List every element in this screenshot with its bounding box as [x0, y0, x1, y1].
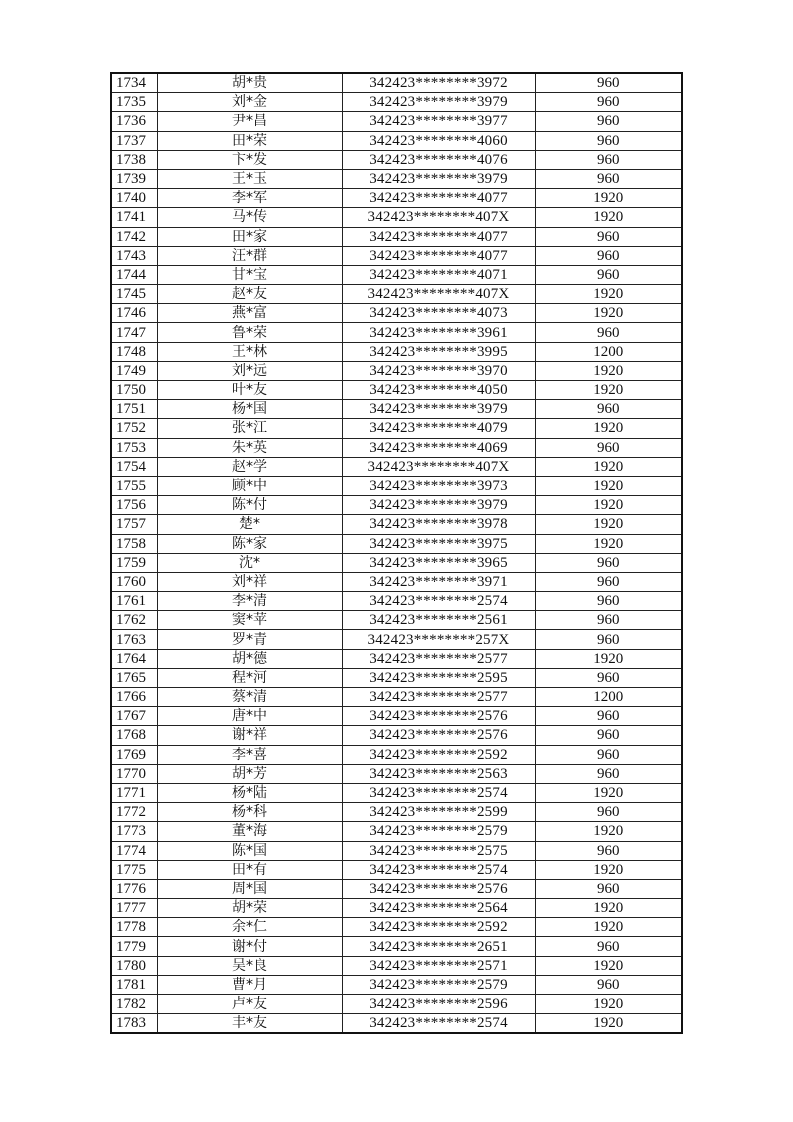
name-cell: 董*海 [157, 822, 342, 841]
table-row [111, 764, 682, 783]
row-number-cell: 1741 [111, 208, 157, 227]
table-row [111, 745, 682, 764]
table-body [111, 73, 682, 1033]
amount-cell: 1920 [535, 285, 682, 304]
name-cell: 蔡*清 [157, 688, 342, 707]
row-number-cell: 1756 [111, 496, 157, 515]
table-row [111, 169, 682, 188]
row-number-cell: 1739 [111, 169, 157, 188]
table-row [111, 73, 682, 93]
id-number-cell: 342423********4077 [342, 246, 535, 265]
id-number-cell: 342423********2561 [342, 611, 535, 630]
amount-cell: 960 [535, 572, 682, 591]
name-cell: 曹*月 [157, 975, 342, 994]
table-row [111, 400, 682, 419]
amount-cell: 1920 [535, 381, 682, 400]
table-row [111, 995, 682, 1014]
amount-cell: 960 [535, 707, 682, 726]
amount-cell: 960 [535, 726, 682, 745]
row-number-cell: 1771 [111, 783, 157, 802]
table-row [111, 841, 682, 860]
name-cell: 卢*友 [157, 995, 342, 1014]
amount-cell: 960 [535, 592, 682, 611]
amount-cell: 960 [535, 879, 682, 898]
id-number-cell: 342423********2592 [342, 745, 535, 764]
name-cell: 刘*祥 [157, 572, 342, 591]
table-row [111, 342, 682, 361]
row-number-cell: 1764 [111, 649, 157, 668]
name-cell: 田*家 [157, 227, 342, 246]
id-number-cell: 342423********407X [342, 208, 535, 227]
row-number-cell: 1745 [111, 285, 157, 304]
amount-cell: 1920 [535, 649, 682, 668]
id-number-cell: 342423********3965 [342, 553, 535, 572]
id-number-cell: 342423********3978 [342, 515, 535, 534]
amount-cell: 960 [535, 112, 682, 131]
name-cell: 杨*国 [157, 400, 342, 419]
name-cell: 叶*友 [157, 381, 342, 400]
name-cell: 杨*科 [157, 803, 342, 822]
row-number-cell: 1768 [111, 726, 157, 745]
amount-cell: 960 [535, 630, 682, 649]
row-number-cell: 1761 [111, 592, 157, 611]
name-cell: 陈*家 [157, 534, 342, 553]
table-row [111, 457, 682, 476]
id-number-cell: 342423********2574 [342, 1014, 535, 1034]
id-number-cell: 342423********2595 [342, 668, 535, 687]
table-row [111, 381, 682, 400]
row-number-cell: 1781 [111, 975, 157, 994]
id-number-cell: 342423********2564 [342, 899, 535, 918]
amount-cell: 1920 [535, 189, 682, 208]
amount-cell: 1920 [535, 995, 682, 1014]
row-number-cell: 1778 [111, 918, 157, 937]
name-cell: 谢*祥 [157, 726, 342, 745]
table-row [111, 611, 682, 630]
name-cell: 田*有 [157, 860, 342, 879]
amount-cell: 1920 [535, 534, 682, 553]
amount-cell: 1920 [535, 822, 682, 841]
name-cell: 甘*宝 [157, 265, 342, 284]
row-number-cell: 1740 [111, 189, 157, 208]
amount-cell: 960 [535, 227, 682, 246]
table-row [111, 265, 682, 284]
name-cell: 燕*富 [157, 304, 342, 323]
table-row [111, 515, 682, 534]
name-cell: 吴*良 [157, 956, 342, 975]
name-cell: 卞*发 [157, 150, 342, 169]
row-number-cell: 1750 [111, 381, 157, 400]
id-number-cell: 342423********407X [342, 457, 535, 476]
table-row [111, 304, 682, 323]
table-row [111, 93, 682, 112]
id-number-cell: 342423********4071 [342, 265, 535, 284]
row-number-cell: 1763 [111, 630, 157, 649]
name-cell: 罗*青 [157, 630, 342, 649]
amount-cell: 1920 [535, 304, 682, 323]
id-number-cell: 342423********2596 [342, 995, 535, 1014]
id-number-cell: 342423********4050 [342, 381, 535, 400]
id-number-cell: 342423********4060 [342, 131, 535, 150]
name-cell: 赵*学 [157, 457, 342, 476]
id-number-cell: 342423********4073 [342, 304, 535, 323]
row-number-cell: 1753 [111, 438, 157, 457]
row-number-cell: 1772 [111, 803, 157, 822]
row-number-cell: 1734 [111, 73, 157, 93]
row-number-cell: 1755 [111, 476, 157, 495]
table-row [111, 572, 682, 591]
id-number-cell: 342423********2563 [342, 764, 535, 783]
row-number-cell: 1758 [111, 534, 157, 553]
amount-cell: 960 [535, 803, 682, 822]
table-row [111, 879, 682, 898]
table-row [111, 476, 682, 495]
id-number-cell: 342423********4077 [342, 227, 535, 246]
table-row [111, 688, 682, 707]
id-number-cell: 342423********3973 [342, 476, 535, 495]
table-row [111, 227, 682, 246]
name-cell: 李*军 [157, 189, 342, 208]
id-number-cell: 342423********3971 [342, 572, 535, 591]
amount-cell: 1920 [535, 361, 682, 380]
table-row [111, 975, 682, 994]
id-number-cell: 342423********3979 [342, 169, 535, 188]
name-cell: 唐*中 [157, 707, 342, 726]
row-number-cell: 1760 [111, 572, 157, 591]
amount-cell: 1920 [535, 956, 682, 975]
table-row [111, 553, 682, 572]
id-number-cell: 342423********3995 [342, 342, 535, 361]
amount-cell: 960 [535, 73, 682, 93]
amount-cell: 960 [535, 745, 682, 764]
id-number-cell: 342423********407X [342, 285, 535, 304]
id-number-cell: 342423********4069 [342, 438, 535, 457]
row-number-cell: 1757 [111, 515, 157, 534]
name-cell: 谢*付 [157, 937, 342, 956]
amount-cell: 960 [535, 150, 682, 169]
id-number-cell: 342423********3972 [342, 73, 535, 93]
id-number-cell: 342423********2574 [342, 860, 535, 879]
row-number-cell: 1782 [111, 995, 157, 1014]
table-row [111, 496, 682, 515]
amount-cell: 1920 [535, 419, 682, 438]
table-row [111, 630, 682, 649]
table-row [111, 438, 682, 457]
row-number-cell: 1738 [111, 150, 157, 169]
table-row [111, 131, 682, 150]
id-number-cell: 342423********2576 [342, 707, 535, 726]
amount-cell: 960 [535, 93, 682, 112]
id-number-cell: 342423********2574 [342, 592, 535, 611]
table-row [111, 937, 682, 956]
name-cell: 刘*金 [157, 93, 342, 112]
table-row [111, 361, 682, 380]
row-number-cell: 1752 [111, 419, 157, 438]
table-row [111, 899, 682, 918]
name-cell: 田*荣 [157, 131, 342, 150]
amount-cell: 1920 [535, 515, 682, 534]
data-table [110, 72, 683, 1034]
name-cell: 王*林 [157, 342, 342, 361]
name-cell: 胡*贵 [157, 73, 342, 93]
name-cell: 杨*陆 [157, 783, 342, 802]
amount-cell: 1920 [535, 899, 682, 918]
name-cell: 胡*芳 [157, 764, 342, 783]
name-cell: 鲁*荣 [157, 323, 342, 342]
name-cell: 余*仁 [157, 918, 342, 937]
id-number-cell: 342423********2576 [342, 726, 535, 745]
row-number-cell: 1766 [111, 688, 157, 707]
id-number-cell: 342423********3975 [342, 534, 535, 553]
row-number-cell: 1774 [111, 841, 157, 860]
id-number-cell: 342423********4077 [342, 189, 535, 208]
id-number-cell: 342423********2577 [342, 688, 535, 707]
name-cell: 尹*昌 [157, 112, 342, 131]
amount-cell: 960 [535, 131, 682, 150]
amount-cell: 1920 [535, 476, 682, 495]
id-number-cell: 342423********3979 [342, 400, 535, 419]
name-cell: 陈*国 [157, 841, 342, 860]
name-cell: 赵*友 [157, 285, 342, 304]
table-row [111, 956, 682, 975]
amount-cell: 960 [535, 975, 682, 994]
id-number-cell: 342423********3961 [342, 323, 535, 342]
amount-cell: 1920 [535, 496, 682, 515]
id-number-cell: 342423********4079 [342, 419, 535, 438]
table-row [111, 918, 682, 937]
id-number-cell: 342423********3970 [342, 361, 535, 380]
name-cell: 王*玉 [157, 169, 342, 188]
amount-cell: 960 [535, 265, 682, 284]
name-cell: 李*清 [157, 592, 342, 611]
row-number-cell: 1744 [111, 265, 157, 284]
table-row [111, 803, 682, 822]
table-row [111, 860, 682, 879]
amount-cell: 960 [535, 400, 682, 419]
name-cell: 刘*远 [157, 361, 342, 380]
row-number-cell: 1779 [111, 937, 157, 956]
row-number-cell: 1762 [111, 611, 157, 630]
amount-cell: 960 [535, 764, 682, 783]
row-number-cell: 1751 [111, 400, 157, 419]
row-number-cell: 1736 [111, 112, 157, 131]
row-number-cell: 1749 [111, 361, 157, 380]
id-number-cell: 342423********2579 [342, 822, 535, 841]
row-number-cell: 1770 [111, 764, 157, 783]
amount-cell: 960 [535, 323, 682, 342]
amount-cell: 960 [535, 937, 682, 956]
name-cell: 李*喜 [157, 745, 342, 764]
row-number-cell: 1743 [111, 246, 157, 265]
row-number-cell: 1769 [111, 745, 157, 764]
id-number-cell: 342423********2651 [342, 937, 535, 956]
row-number-cell: 1773 [111, 822, 157, 841]
id-number-cell: 342423********4076 [342, 150, 535, 169]
row-number-cell: 1776 [111, 879, 157, 898]
table-row [111, 592, 682, 611]
name-cell: 沈* [157, 553, 342, 572]
table-row [111, 726, 682, 745]
table-row [111, 783, 682, 802]
amount-cell: 1200 [535, 688, 682, 707]
table-row [111, 112, 682, 131]
row-number-cell: 1754 [111, 457, 157, 476]
amount-cell: 960 [535, 668, 682, 687]
table-row [111, 707, 682, 726]
amount-cell: 960 [535, 553, 682, 572]
amount-cell: 960 [535, 438, 682, 457]
name-cell: 陈*付 [157, 496, 342, 515]
row-number-cell: 1759 [111, 553, 157, 572]
table-row [111, 246, 682, 265]
amount-cell: 1920 [535, 783, 682, 802]
name-cell: 马*传 [157, 208, 342, 227]
table-row [111, 285, 682, 304]
id-number-cell: 342423********2576 [342, 879, 535, 898]
table-row [111, 323, 682, 342]
amount-cell: 1200 [535, 342, 682, 361]
amount-cell: 1920 [535, 457, 682, 476]
name-cell: 张*江 [157, 419, 342, 438]
table-row [111, 189, 682, 208]
amount-cell: 1920 [535, 860, 682, 879]
table-row [111, 649, 682, 668]
row-number-cell: 1767 [111, 707, 157, 726]
name-cell: 汪*群 [157, 246, 342, 265]
name-cell: 丰*友 [157, 1014, 342, 1034]
row-number-cell: 1742 [111, 227, 157, 246]
id-number-cell: 342423********2574 [342, 783, 535, 802]
name-cell: 楚* [157, 515, 342, 534]
row-number-cell: 1780 [111, 956, 157, 975]
table-row [111, 534, 682, 553]
id-number-cell: 342423********2599 [342, 803, 535, 822]
amount-cell: 960 [535, 841, 682, 860]
id-number-cell: 342423********257X [342, 630, 535, 649]
row-number-cell: 1747 [111, 323, 157, 342]
id-number-cell: 342423********3979 [342, 496, 535, 515]
table-row [111, 150, 682, 169]
row-number-cell: 1737 [111, 131, 157, 150]
name-cell: 胡*德 [157, 649, 342, 668]
amount-cell: 1920 [535, 208, 682, 227]
name-cell: 周*国 [157, 879, 342, 898]
name-cell: 窦*苹 [157, 611, 342, 630]
table-row [111, 419, 682, 438]
id-number-cell: 342423********2579 [342, 975, 535, 994]
row-number-cell: 1748 [111, 342, 157, 361]
row-number-cell: 1765 [111, 668, 157, 687]
id-number-cell: 342423********2575 [342, 841, 535, 860]
amount-cell: 960 [535, 169, 682, 188]
table-row [111, 668, 682, 687]
id-number-cell: 342423********2592 [342, 918, 535, 937]
amount-cell: 960 [535, 246, 682, 265]
row-number-cell: 1746 [111, 304, 157, 323]
id-number-cell: 342423********2571 [342, 956, 535, 975]
name-cell: 程*河 [157, 668, 342, 687]
table-row [111, 1014, 682, 1034]
id-number-cell: 342423********3977 [342, 112, 535, 131]
row-number-cell: 1735 [111, 93, 157, 112]
name-cell: 朱*英 [157, 438, 342, 457]
name-cell: 顾*中 [157, 476, 342, 495]
id-number-cell: 342423********2577 [342, 649, 535, 668]
amount-cell: 1920 [535, 918, 682, 937]
amount-cell: 960 [535, 611, 682, 630]
row-number-cell: 1777 [111, 899, 157, 918]
name-cell: 胡*荣 [157, 899, 342, 918]
amount-cell: 1920 [535, 1014, 682, 1034]
row-number-cell: 1783 [111, 1014, 157, 1034]
table-row [111, 822, 682, 841]
id-number-cell: 342423********3979 [342, 93, 535, 112]
table-row [111, 208, 682, 227]
row-number-cell: 1775 [111, 860, 157, 879]
